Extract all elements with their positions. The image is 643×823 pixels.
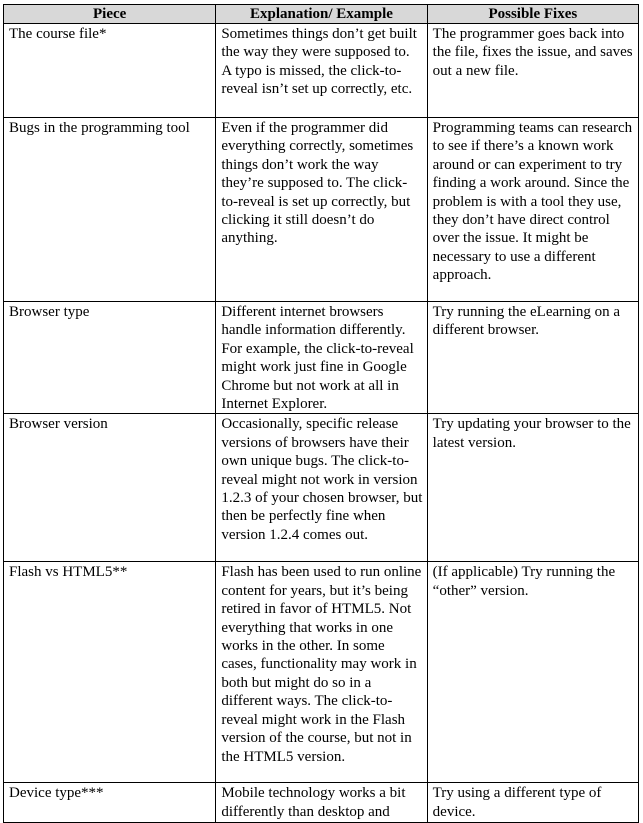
cell-explanation: Flash has been used to run online content for years, but it’s being retired in favor of HTML5. Not everything that works in one works in the other. In some cases, functionality may work in both but might do so in a different ways. The click-to-reveal might work in the Flash version of the course, but not in the HTML5 version. <box>216 562 427 783</box>
cell-explanation: Mobile technology works a bit differently than desktop and <box>216 783 427 823</box>
header-piece: Piece <box>4 5 216 24</box>
table-row <box>4 24 639 118</box>
table-row <box>4 414 639 562</box>
troubleshooting-table <box>3 4 639 823</box>
cell-fix: Try updating your browser to the latest version. <box>427 414 638 562</box>
table-row <box>4 118 639 302</box>
cell-fix: Try using a different type of device. <box>427 783 638 823</box>
cell-explanation: Even if the programmer did everything correctly, sometimes things don’t work the way they’re supposed to. The click-to-reveal is set up correctly, but clicking it still doesn’t do anything. <box>216 118 427 302</box>
table-row <box>4 562 639 783</box>
cell-fix: Try running the eLearning on a different browser. <box>427 302 638 414</box>
cell-piece: The course file* <box>4 24 216 118</box>
cell-explanation: Occasionally, specific release versions of browsers have their own unique bugs. The click-to-reveal might not work in version 1.2.3 of your chosen browser, but then be perfectly fine when version 1.2.4 comes out. <box>216 414 427 562</box>
cell-fix: (If applicable) Try running the “other” version. <box>427 562 638 783</box>
cell-piece: Device type*** <box>4 783 216 823</box>
table-row <box>4 783 639 823</box>
header-possible-fixes: Possible Fixes <box>427 5 638 24</box>
cell-fix: The programmer goes back into the file, fixes the issue, and saves out a new file. <box>427 24 638 118</box>
cell-explanation: Sometimes things don’t get built the way they were supposed to. A typo is missed, the click-to-reveal isn’t set up correctly, etc. <box>216 24 427 118</box>
cell-piece: Flash vs HTML5** <box>4 562 216 783</box>
cell-piece: Browser type <box>4 302 216 414</box>
cell-piece: Browser version <box>4 414 216 562</box>
table-header-row <box>4 5 639 24</box>
cell-explanation: Different internet browsers handle information differently. For example, the click-to-reveal might work just fine in Google Chrome but not work at all in Internet Explorer. <box>216 302 427 414</box>
header-explanation: Explanation/ Example <box>216 5 427 24</box>
table-row <box>4 302 639 414</box>
cell-fix: Programming teams can research to see if there’s a known work around or can experiment to try finding a work around. Since the problem is with a tool they use, they don’t have direct control over the issue. It might be necessary to use a different approach. <box>427 118 638 302</box>
cell-piece: Bugs in the programming tool <box>4 118 216 302</box>
